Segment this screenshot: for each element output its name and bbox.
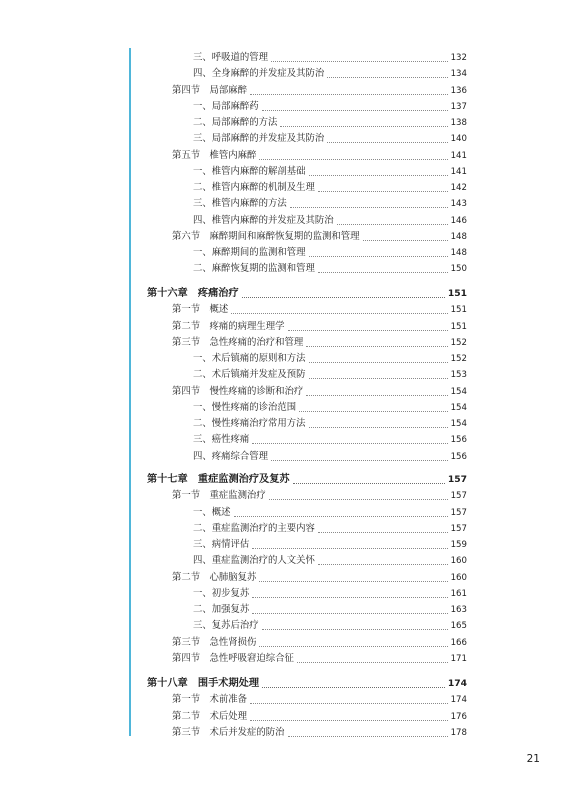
toc-subsection (193, 551, 467, 567)
dot-leader (288, 736, 448, 737)
toc-entry-title: 第二节 心肺脑复苏 (172, 571, 257, 583)
toc-entry-title: 二、加强复苏 (193, 604, 250, 615)
toc-entry-page: 157 (450, 491, 467, 502)
dot-leader (252, 597, 447, 598)
toc-entry-page: 157 (447, 474, 467, 485)
toc-subsection (193, 178, 467, 194)
toc-entry-page: 151 (450, 321, 467, 332)
toc-subsection (193, 535, 467, 551)
toc-section (172, 633, 467, 649)
toc-entry-page: 142 (450, 183, 467, 193)
toc-subsection (193, 64, 467, 80)
toc-entry-title: 一、局部麻醉药 (193, 100, 259, 112)
dot-leader (318, 272, 448, 273)
toc-entry-page: 157 (450, 507, 467, 518)
toc-subsection (193, 48, 467, 64)
toc-entry-page: 140 (450, 134, 467, 145)
toc-subsection (193, 503, 467, 519)
toc-entry-title: 三、椎管内麻醉的方法 (193, 198, 287, 210)
dot-leader (327, 142, 447, 143)
toc-entry-page: 160 (450, 572, 467, 583)
toc-entry-page: 156 (450, 451, 467, 462)
toc-entry-page: 156 (450, 435, 467, 446)
toc-entry-title: 一、初步复苏 (193, 587, 250, 599)
toc-entry-title: 二、椎管内麻醉的机制及生理 (193, 182, 315, 193)
toc-entry-title: 第二节 疼痛的病理生理学 (172, 320, 285, 332)
toc-entry-title: 第二节 术后处理 (172, 710, 248, 722)
toc-section (172, 300, 467, 316)
toc-entry-page: 159 (450, 540, 467, 550)
dot-leader (337, 224, 448, 225)
dot-leader (288, 330, 448, 331)
toc-entry-page: 165 (450, 621, 467, 632)
toc-section (172, 227, 467, 243)
dot-leader (293, 483, 445, 484)
dot-leader (306, 346, 447, 347)
toc-subsection (193, 349, 467, 365)
toc-entry-title: 第十八章 围手术期处理 (147, 678, 260, 689)
toc-entry-title: 一、术后镇痛的原则和方法 (193, 353, 306, 364)
toc-entry-title: 二、局部麻醉的方法 (193, 117, 278, 128)
toc-entry-page: 138 (450, 118, 467, 128)
toc-section (172, 333, 467, 349)
toc-entry-title: 三、呼吸道的管理 (193, 52, 269, 63)
toc-subsection (193, 194, 467, 210)
toc-entry-title: 第四节 局部麻醉 (172, 84, 248, 96)
toc-entry-title: 第四节 急性呼吸窘迫综合征 (172, 652, 294, 664)
dot-leader (269, 499, 448, 500)
toc-entry-title: 第六节 麻醉期间和麻醉恢复期的监测和管理 (172, 230, 360, 242)
toc-subsection (193, 600, 467, 616)
toc-entry-title: 二、术后镇痛并发症及预防 (193, 369, 306, 381)
toc-entry-page: 178 (450, 727, 467, 738)
dot-leader (318, 191, 448, 192)
toc-subsection (193, 519, 467, 535)
dot-leader (327, 77, 447, 78)
toc-subsection (193, 365, 467, 381)
toc-entry-title: 二、慢性疼痛治疗常用方法 (193, 418, 306, 429)
toc-entry-title: 三、局部麻醉的并发症及其防治 (193, 133, 325, 145)
dot-leader (290, 207, 448, 208)
toc-section (172, 568, 467, 584)
toc-subsection (193, 414, 467, 430)
toc-entry-page: 174 (447, 678, 467, 689)
toc-section (172, 317, 467, 333)
toc-entry-page: 160 (450, 556, 467, 567)
dot-leader (309, 378, 448, 379)
toc-entry-title: 四、重症监测治疗的人文关怀 (193, 555, 315, 567)
toc-entry-page: 161 (450, 588, 467, 599)
toc-entry-page: 136 (450, 85, 467, 96)
toc-subsection (193, 584, 467, 600)
dot-leader (250, 94, 448, 95)
dot-leader (280, 126, 447, 127)
toc-subsection (193, 129, 467, 145)
dot-leader (363, 240, 448, 241)
toc-section (172, 81, 467, 97)
dot-leader (234, 516, 448, 517)
toc-entry-page: 151 (450, 305, 467, 316)
dot-leader (262, 687, 445, 688)
toc-entry-page: 154 (450, 419, 467, 429)
toc-section (172, 707, 467, 723)
toc-entry-page: 141 (450, 166, 467, 177)
toc-entry-page: 148 (450, 231, 467, 242)
toc-section (172, 723, 467, 739)
toc-entry-page: 154 (450, 402, 467, 413)
dot-leader (318, 532, 448, 533)
toc-entry-page: 151 (447, 288, 467, 299)
toc-entry-page: 153 (450, 370, 467, 381)
toc-entry-page: 152 (450, 337, 467, 348)
toc-entry-title: 四、全身麻醉的并发症及其防治 (193, 68, 325, 80)
toc-chapter (147, 470, 467, 486)
toc-subsection (193, 162, 467, 178)
dot-leader (299, 411, 447, 412)
dot-leader (271, 460, 448, 461)
toc-section (172, 690, 467, 706)
toc-section (172, 486, 467, 502)
toc-entry-page: 171 (450, 653, 467, 664)
toc-section (172, 146, 467, 162)
dot-leader (271, 61, 448, 62)
toc-entry-title: 一、概述 (193, 506, 231, 518)
toc-entry-page: 146 (450, 215, 467, 226)
toc-entry-title: 三、复苏后治疗 (193, 620, 259, 632)
toc-chapter (147, 284, 467, 300)
toc-entry-title: 第一节 重症监测治疗 (172, 490, 266, 502)
dot-leader (262, 629, 448, 630)
toc-entry-page: 176 (450, 711, 467, 722)
margin-rule (129, 48, 131, 736)
dot-leader (250, 720, 448, 721)
dot-leader (259, 646, 447, 647)
toc-entry-page: 148 (450, 248, 467, 258)
toc-subsection (193, 259, 467, 275)
dot-leader (297, 662, 448, 663)
toc-entry-page: 137 (450, 101, 467, 112)
page-number: 21 (526, 753, 540, 765)
toc-entry-title: 第三节 术后并发症的防治 (172, 726, 285, 738)
dot-leader (231, 313, 447, 314)
dot-leader (262, 110, 448, 111)
dot-leader (242, 297, 445, 298)
toc-entry-title: 第三节 急性肾损伤 (172, 636, 257, 648)
toc-entry-title: 二、麻醉恢复期的监测和管理 (193, 263, 315, 275)
toc-entry-title: 一、椎管内麻醉的解剖基础 (193, 165, 306, 177)
toc-entry-page: 150 (450, 264, 467, 275)
toc-entry-page: 154 (450, 386, 467, 397)
toc-entry-title: 三、病情评估 (193, 539, 250, 550)
toc-entry-page: 132 (450, 53, 467, 63)
dot-leader (252, 613, 447, 614)
toc-entry-page: 143 (450, 199, 467, 210)
dot-leader (250, 703, 448, 704)
toc-entry-title: 第五节 椎管内麻醉 (172, 149, 257, 161)
dot-leader (259, 581, 447, 582)
toc-subsection (193, 243, 467, 259)
dot-leader (252, 443, 447, 444)
toc-entry-title: 第十六章 疼痛治疗 (147, 288, 239, 299)
toc-entry-title: 一、麻醉期间的监测和管理 (193, 247, 306, 258)
toc-entry-page: 157 (450, 523, 467, 534)
dot-leader (259, 159, 447, 160)
toc-entry-page: 166 (450, 637, 467, 648)
toc-entry-page: 163 (450, 605, 467, 615)
toc-entry-title: 第一节 概述 (172, 304, 229, 316)
dot-leader (309, 362, 448, 363)
toc-entry-page: 152 (450, 354, 467, 364)
toc-subsection (193, 113, 467, 129)
toc-entry-title: 二、重症监测治疗的主要内容 (193, 522, 315, 534)
toc-subsection (193, 447, 467, 463)
dot-leader (318, 564, 448, 565)
toc-subsection (193, 97, 467, 113)
toc-section (172, 649, 467, 665)
toc-entry-page: 134 (450, 69, 467, 80)
toc-entry-page: 174 (450, 695, 467, 706)
dot-leader (309, 256, 448, 257)
toc-subsection (193, 616, 467, 632)
toc-entry-title: 三、癌性疼痛 (193, 434, 250, 446)
dot-leader (306, 395, 447, 396)
toc-entry-title: 一、慢性疼痛的诊治范围 (193, 401, 297, 413)
toc-chapter (147, 674, 467, 690)
dot-leader (309, 427, 448, 428)
dot-leader (309, 175, 448, 176)
toc-entry-title: 四、椎管内麻醉的并发症及其防治 (193, 214, 334, 226)
toc-subsection (193, 430, 467, 446)
toc-entry-title: 第三节 急性疼痛的治疗和管理 (172, 336, 304, 348)
toc-entry-title: 四、疼痛综合管理 (193, 450, 269, 462)
toc-entry-title: 第一节 术前准备 (172, 694, 248, 706)
toc-entry-title: 第四节 慢性疼痛的诊断和治疗 (172, 385, 304, 397)
toc-subsection (193, 211, 467, 227)
toc-entry-page: 141 (450, 150, 467, 161)
dot-leader (252, 548, 447, 549)
toc-subsection (193, 398, 467, 414)
toc-section (172, 382, 467, 398)
toc-entry-title: 第十七章 重症监测治疗及复苏 (147, 474, 290, 485)
